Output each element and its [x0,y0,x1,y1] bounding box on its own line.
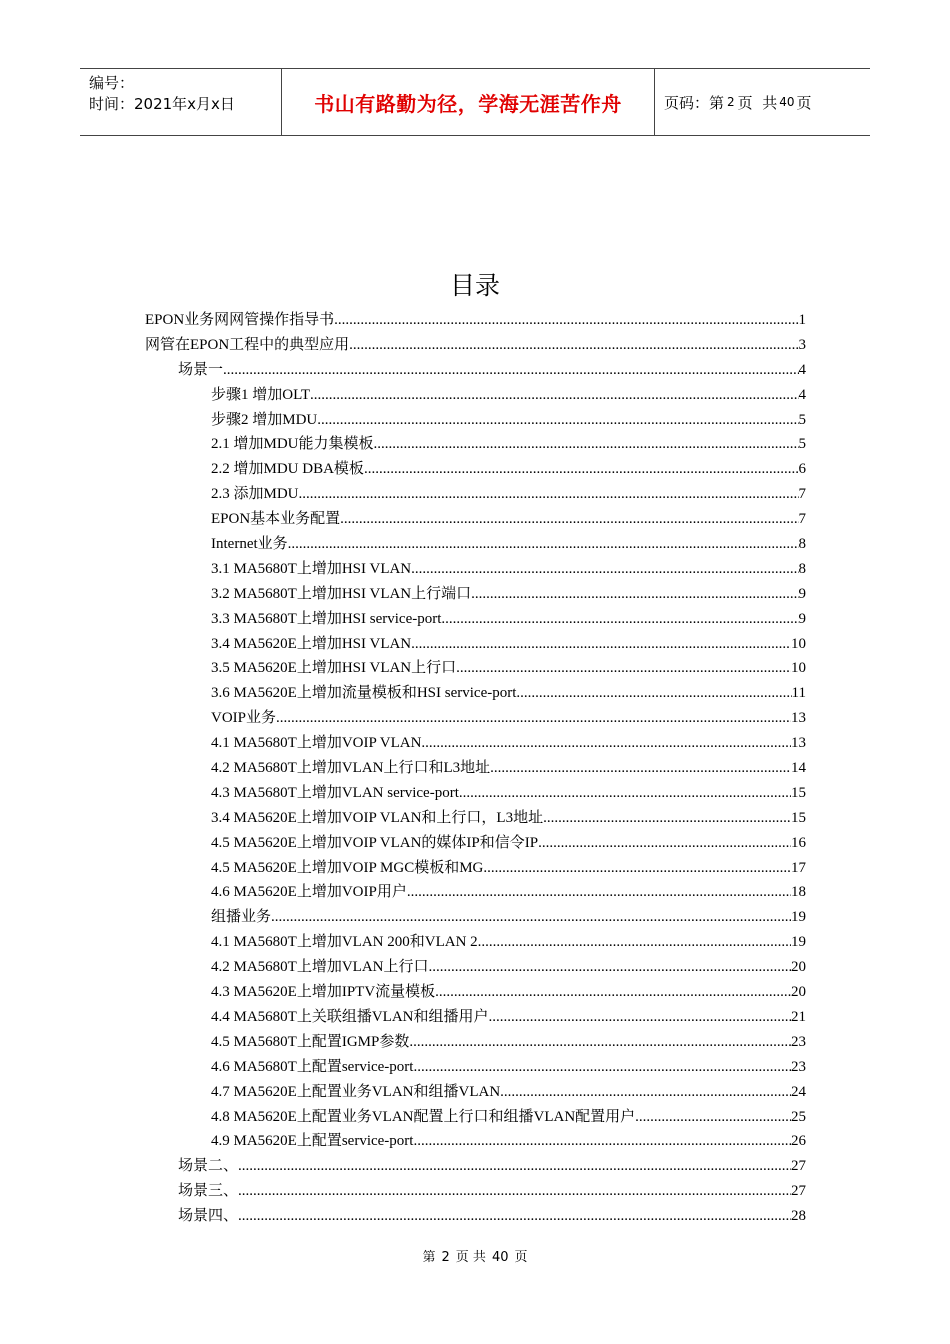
toc-entry-title: 场景四、 [178,1208,239,1225]
toc-leader-dots [349,333,798,358]
toc-entry-page: 18 [791,884,806,901]
toc-leader-dots [635,1105,791,1130]
footer-mid: 页 共 [455,1250,486,1265]
toc-entry-title: 4.7 MA5620E上配置业务VLAN和组播VLAN [211,1083,501,1100]
toc-title: 目录 [449,271,500,300]
toc-entry-page: 20 [791,959,806,976]
toc-leader-dots [538,831,791,856]
toc-entry[interactable] [0,806,806,831]
toc-entry-title: 3.5 MA5620E上增加HSI VLAN上行口 [211,660,457,677]
toc-entry-page: 4 [798,386,806,403]
toc-leader-dots [223,358,798,383]
header-page-prefix: 页码：第 [664,93,725,112]
toc-entry[interactable] [0,632,806,657]
toc-entry-title: 3.4 MA5620E上增加VOIP VLAN和上行口，L3地址 [211,809,544,826]
toc-entry-title: 场景二、 [178,1158,239,1175]
toc-entry-page: 5 [798,436,806,453]
toc-entry[interactable] [0,831,806,856]
toc-leader-dots [374,432,799,457]
toc-entry-page: 5 [798,411,806,428]
toc-leader-dots [413,1129,791,1154]
toc-entry[interactable] [0,1204,806,1229]
toc-entry-title: 3.3 MA5680T上增加HSI service-port [211,610,442,627]
toc-entry-title: VOIP业务 [211,710,277,727]
toc-entry-title: 4.2 MA5680T上增加VLAN上行口和L3地址 [211,760,491,777]
toc-entry[interactable] [0,532,806,557]
toc-entry[interactable] [0,1154,806,1179]
toc-leader-dots [490,756,791,781]
toc-entry-page: 11 [791,685,806,702]
toc-entry[interactable] [0,1105,806,1130]
toc-leader-dots [471,582,798,607]
toc-entry[interactable] [0,408,806,433]
toc-entry-title: 4.1 MA5680T上增加VLAN 200和VLAN 2 [211,934,478,951]
toc-leader-dots [543,806,791,831]
toc-entry-title: EPON基本业务配置 [211,511,341,528]
toc-entry[interactable] [0,432,806,457]
toc-entry-page: 10 [791,635,806,652]
toc-leader-dots [429,955,792,980]
toc-entry-page: 8 [798,560,806,577]
toc-entry-title: 场景三、 [178,1183,239,1200]
toc-entry[interactable] [0,507,806,532]
toc-entry-page: 10 [791,660,806,677]
toc-entry-title: 4.3 MA5680T上增加VLAN service-port [211,784,459,801]
toc-entry[interactable] [0,457,806,482]
toc-entry-page: 3 [798,336,806,353]
toc-leader-dots [271,905,791,930]
toc-entry[interactable] [0,681,806,706]
toc-entry[interactable] [0,607,806,632]
toc-leader-dots [340,507,798,532]
toc-entry-page: 15 [791,809,806,826]
toc-entry-page: 14 [791,760,806,777]
header-page-info [655,69,870,135]
toc-leader-dots [478,930,791,955]
toc-entry-title: 3.6 MA5620E上增加流量模板和HSI service-port [211,685,517,702]
toc-entry-title: 步骤1 增加OLT [211,386,311,403]
toc-entry-title: 2.3 添加MDU [211,486,299,503]
toc-entry[interactable] [0,333,806,358]
toc-entry-page: 16 [791,834,806,851]
toc-entry-title: 网管在EPON工程中的典型应用 [145,336,350,353]
header-meta [80,69,282,135]
toc-entry-title: 4.8 MA5620E上配置业务VLAN配置上行口和组播VLAN配置用户 [211,1108,636,1125]
toc-entry-title: 3.2 MA5680T上增加HSI VLAN上行端口 [211,585,472,602]
toc-entry-page: 8 [798,536,806,553]
toc-entry-page: 9 [798,610,806,627]
footer-page-total: 40 [491,1250,509,1265]
footer-prefix: 第 [422,1250,436,1265]
toc-entry[interactable] [0,756,806,781]
toc-entry-title: 4.5 MA5680T上配置IGMP参数 [211,1033,410,1050]
toc-entry-title: 场景一 [178,361,224,378]
toc-entry[interactable] [0,1005,806,1030]
toc-leader-dots [411,632,791,657]
toc-leader-dots [411,557,798,582]
toc-entry-title: 4.6 MA5680T上配置service-port [211,1058,414,1075]
toc-entry[interactable] [0,955,806,980]
toc-entry[interactable] [0,557,806,582]
toc-entry-title: 3.1 MA5680T上增加HSI VLAN [211,560,412,577]
toc-leader-dots [238,1204,791,1229]
header-page-total: 40 [779,95,795,109]
toc-leader-dots [334,308,798,333]
toc-entry-page: 13 [791,735,806,752]
toc-entry-title: Internet业务 [211,536,288,553]
toc-entry[interactable] [0,1030,806,1055]
footer-suffix: 页 [514,1250,528,1265]
toc-entry[interactable] [0,706,806,731]
footer-page-number: 2 [441,1250,450,1265]
toc-entry-title: 2.2 增加MDU DBA模板 [211,461,364,478]
toc-entry-title: 4.4 MA5680T上关联组播VLAN和组播用户 [211,1008,489,1025]
toc-entry[interactable] [0,1179,806,1204]
header-page-mid: 页 共 [737,93,778,112]
toc-entry[interactable] [0,880,806,905]
header-page-number: 2 [727,95,735,109]
toc-leader-dots [407,880,791,905]
toc-entry-page: 13 [791,710,806,727]
toc-leader-dots [317,408,798,433]
toc-entry-page: 17 [791,859,806,876]
toc-entry-title: 步骤2 增加MDU [211,411,318,428]
toc-leader-dots [238,1179,791,1204]
toc-entry-page: 24 [791,1083,806,1100]
toc-entry[interactable] [0,930,806,955]
toc-entry-title: 4.5 MA5620E上增加VOIP VLAN的媒体IP和信令IP [211,834,539,851]
toc-leader-dots [409,1030,791,1055]
toc-entry-title: EPON业务网网管操作指导书 [145,312,335,328]
toc-entry-page: 9 [798,585,806,602]
toc-entry-page: 23 [791,1058,806,1075]
toc-entry[interactable] [0,656,806,681]
document-date: 时间：2021年x月x日 [89,95,235,113]
toc-leader-dots [441,607,798,632]
toc-entry[interactable] [0,781,806,806]
toc-entry[interactable] [0,383,806,408]
toc-entry[interactable] [0,482,806,507]
toc-leader-dots [421,731,791,756]
toc-leader-dots [238,1154,791,1179]
toc-entry-title: 3.4 MA5620E上增加HSI VLAN [211,635,412,652]
header-page-suffix: 页 [796,93,812,112]
toc-entry-page: 26 [791,1133,806,1150]
toc-entry-title: 4.3 MA5620E上增加IPTV流量模板 [211,984,436,1001]
toc-leader-dots [489,1005,792,1030]
toc-leader-dots [435,980,791,1005]
toc-entry-page: 7 [798,486,806,503]
page-footer [0,1246,950,1265]
toc-entry-page: 15 [791,784,806,801]
toc-entry-title: 4.5 MA5620E上增加VOIP MGC模板和MG [211,859,484,876]
toc-entry-page: 27 [791,1183,806,1200]
toc-entry[interactable] [0,1080,806,1105]
toc-entry-page: 25 [791,1108,806,1125]
toc-leader-dots [288,532,799,557]
toc-entry[interactable] [0,980,806,1005]
toc-entry[interactable] [0,856,806,881]
toc-entry-page: 1 [798,312,806,328]
toc-entry[interactable] [0,582,806,607]
toc-entry-title: 4.1 MA5680T上增加VOIP VLAN [211,735,422,752]
toc-entry-page: 20 [791,984,806,1001]
toc-entry[interactable] [0,1129,806,1154]
toc-entry-page: 4 [798,361,806,378]
header-motto: 书山有路勤为径，学海无涯苦作舟 [282,69,655,135]
toc-entry-title: 组播业务 [211,909,272,926]
toc-leader-dots [500,1080,791,1105]
toc-leader-dots [276,706,791,731]
toc-leader-dots [483,856,791,881]
table-of-contents [0,308,950,1229]
toc-entry-title: 4.6 MA5620E上增加VOIP用户 [211,884,407,901]
toc-leader-dots [299,482,799,507]
toc-entry[interactable] [0,358,806,383]
toc-entry-page: 7 [798,511,806,528]
toc-entry[interactable] [0,1055,806,1080]
toc-entry-title: 2.1 增加MDU能力集模板 [211,436,374,453]
toc-entry[interactable] [0,905,806,930]
toc-leader-dots [516,681,791,706]
document-number-label: 编号： [89,74,135,92]
toc-leader-dots [459,781,791,806]
toc-leader-dots [310,383,798,408]
toc-leader-dots [456,656,791,681]
toc-entry-page: 28 [791,1208,806,1225]
toc-entry-page: 19 [791,934,806,951]
toc-entry-page: 6 [798,461,806,478]
toc-leader-dots [364,457,799,482]
toc-entry-page: 21 [791,1008,806,1025]
page-header [80,68,870,136]
toc-entry-page: 27 [791,1158,806,1175]
toc-entry-title: 4.9 MA5620E上配置service-port [211,1133,414,1150]
toc-entry-page: 23 [791,1033,806,1050]
toc-entry-title: 4.2 MA5680T上增加VLAN上行口 [211,959,429,976]
toc-entry[interactable] [0,731,806,756]
toc-entry-page: 19 [791,909,806,926]
toc-entry[interactable] [0,308,806,333]
toc-leader-dots [413,1055,791,1080]
